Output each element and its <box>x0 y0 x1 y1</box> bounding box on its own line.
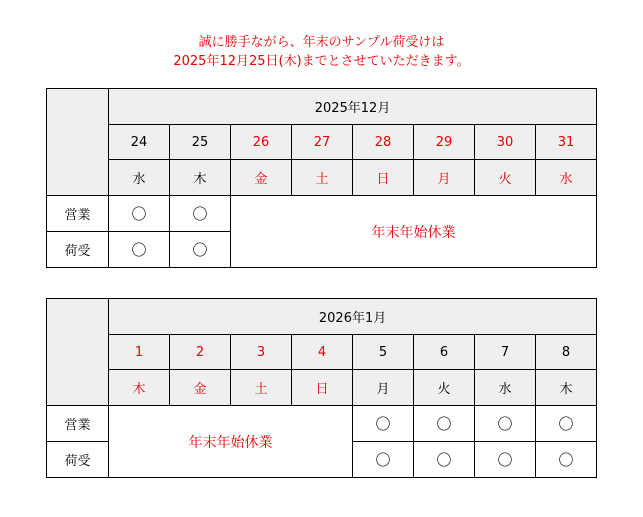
sales-row-label: 営業 <box>47 406 109 442</box>
date-cell-holiday: 27 <box>292 125 353 160</box>
open-mark: 〇 <box>536 406 597 442</box>
weekday-cell-holiday: 日 <box>353 160 414 196</box>
open-mark: 〇 <box>475 442 536 478</box>
open-mark: 〇 <box>353 442 414 478</box>
weekday-cell: 木 <box>170 160 231 196</box>
date-cell-holiday: 2 <box>170 335 231 370</box>
date-cell: 7 <box>475 335 536 370</box>
date-cell-holiday: 1 <box>109 335 170 370</box>
date-cell: 5 <box>353 335 414 370</box>
receiving-row-label: 荷受 <box>47 232 109 268</box>
receiving-row-label: 荷受 <box>47 442 109 478</box>
open-mark: 〇 <box>414 406 475 442</box>
december-calendar-table <box>46 88 597 268</box>
weekday-cell-holiday: 日 <box>292 370 353 406</box>
corner-cell <box>47 89 109 196</box>
open-mark: 〇 <box>536 442 597 478</box>
weekday-cell-holiday: 土 <box>231 370 292 406</box>
holiday-notice <box>0 33 643 71</box>
weekday-cell-holiday: 月 <box>414 160 475 196</box>
weekday-cell: 水 <box>109 160 170 196</box>
date-cell-holiday: 28 <box>353 125 414 160</box>
notice-line-1: 誠に勝手ながら、年末のサンプル荷受けは <box>198 35 445 50</box>
open-mark: 〇 <box>414 442 475 478</box>
date-cell-holiday: 3 <box>231 335 292 370</box>
weekday-cell: 月 <box>353 370 414 406</box>
weekday-cell-holiday: 火 <box>475 160 536 196</box>
january-calendar-table <box>46 298 597 478</box>
weekday-cell: 火 <box>414 370 475 406</box>
date-cell-holiday: 4 <box>292 335 353 370</box>
open-mark: 〇 <box>475 406 536 442</box>
weekday-cell-holiday: 木 <box>109 370 170 406</box>
date-cell-holiday: 26 <box>231 125 292 160</box>
weekday-cell-holiday: 金 <box>231 160 292 196</box>
date-cell: 8 <box>536 335 597 370</box>
weekday-cell: 木 <box>536 370 597 406</box>
month-header: 2026年1月 <box>109 299 597 335</box>
sales-row-label: 営業 <box>47 196 109 232</box>
open-mark: 〇 <box>170 232 231 268</box>
weekday-cell-holiday: 土 <box>292 160 353 196</box>
corner-cell <box>47 299 109 406</box>
weekday-cell-holiday: 金 <box>170 370 231 406</box>
notice-line-2: 2025年12月25日(木)までとさせていただきます。 <box>173 54 470 69</box>
month-header: 2025年12月 <box>109 89 597 125</box>
date-cell: 24 <box>109 125 170 160</box>
weekday-cell: 水 <box>475 370 536 406</box>
open-mark: 〇 <box>170 196 231 232</box>
date-cell: 25 <box>170 125 231 160</box>
year-end-holiday-cell: 年末年始休業 <box>231 196 597 268</box>
date-cell-holiday: 31 <box>536 125 597 160</box>
weekday-cell-holiday: 水 <box>536 160 597 196</box>
open-mark: 〇 <box>109 232 170 268</box>
open-mark: 〇 <box>353 406 414 442</box>
date-cell: 6 <box>414 335 475 370</box>
date-cell-holiday: 30 <box>475 125 536 160</box>
year-end-holiday-cell: 年末年始休業 <box>109 406 353 478</box>
open-mark: 〇 <box>109 196 170 232</box>
date-cell-holiday: 29 <box>414 125 475 160</box>
